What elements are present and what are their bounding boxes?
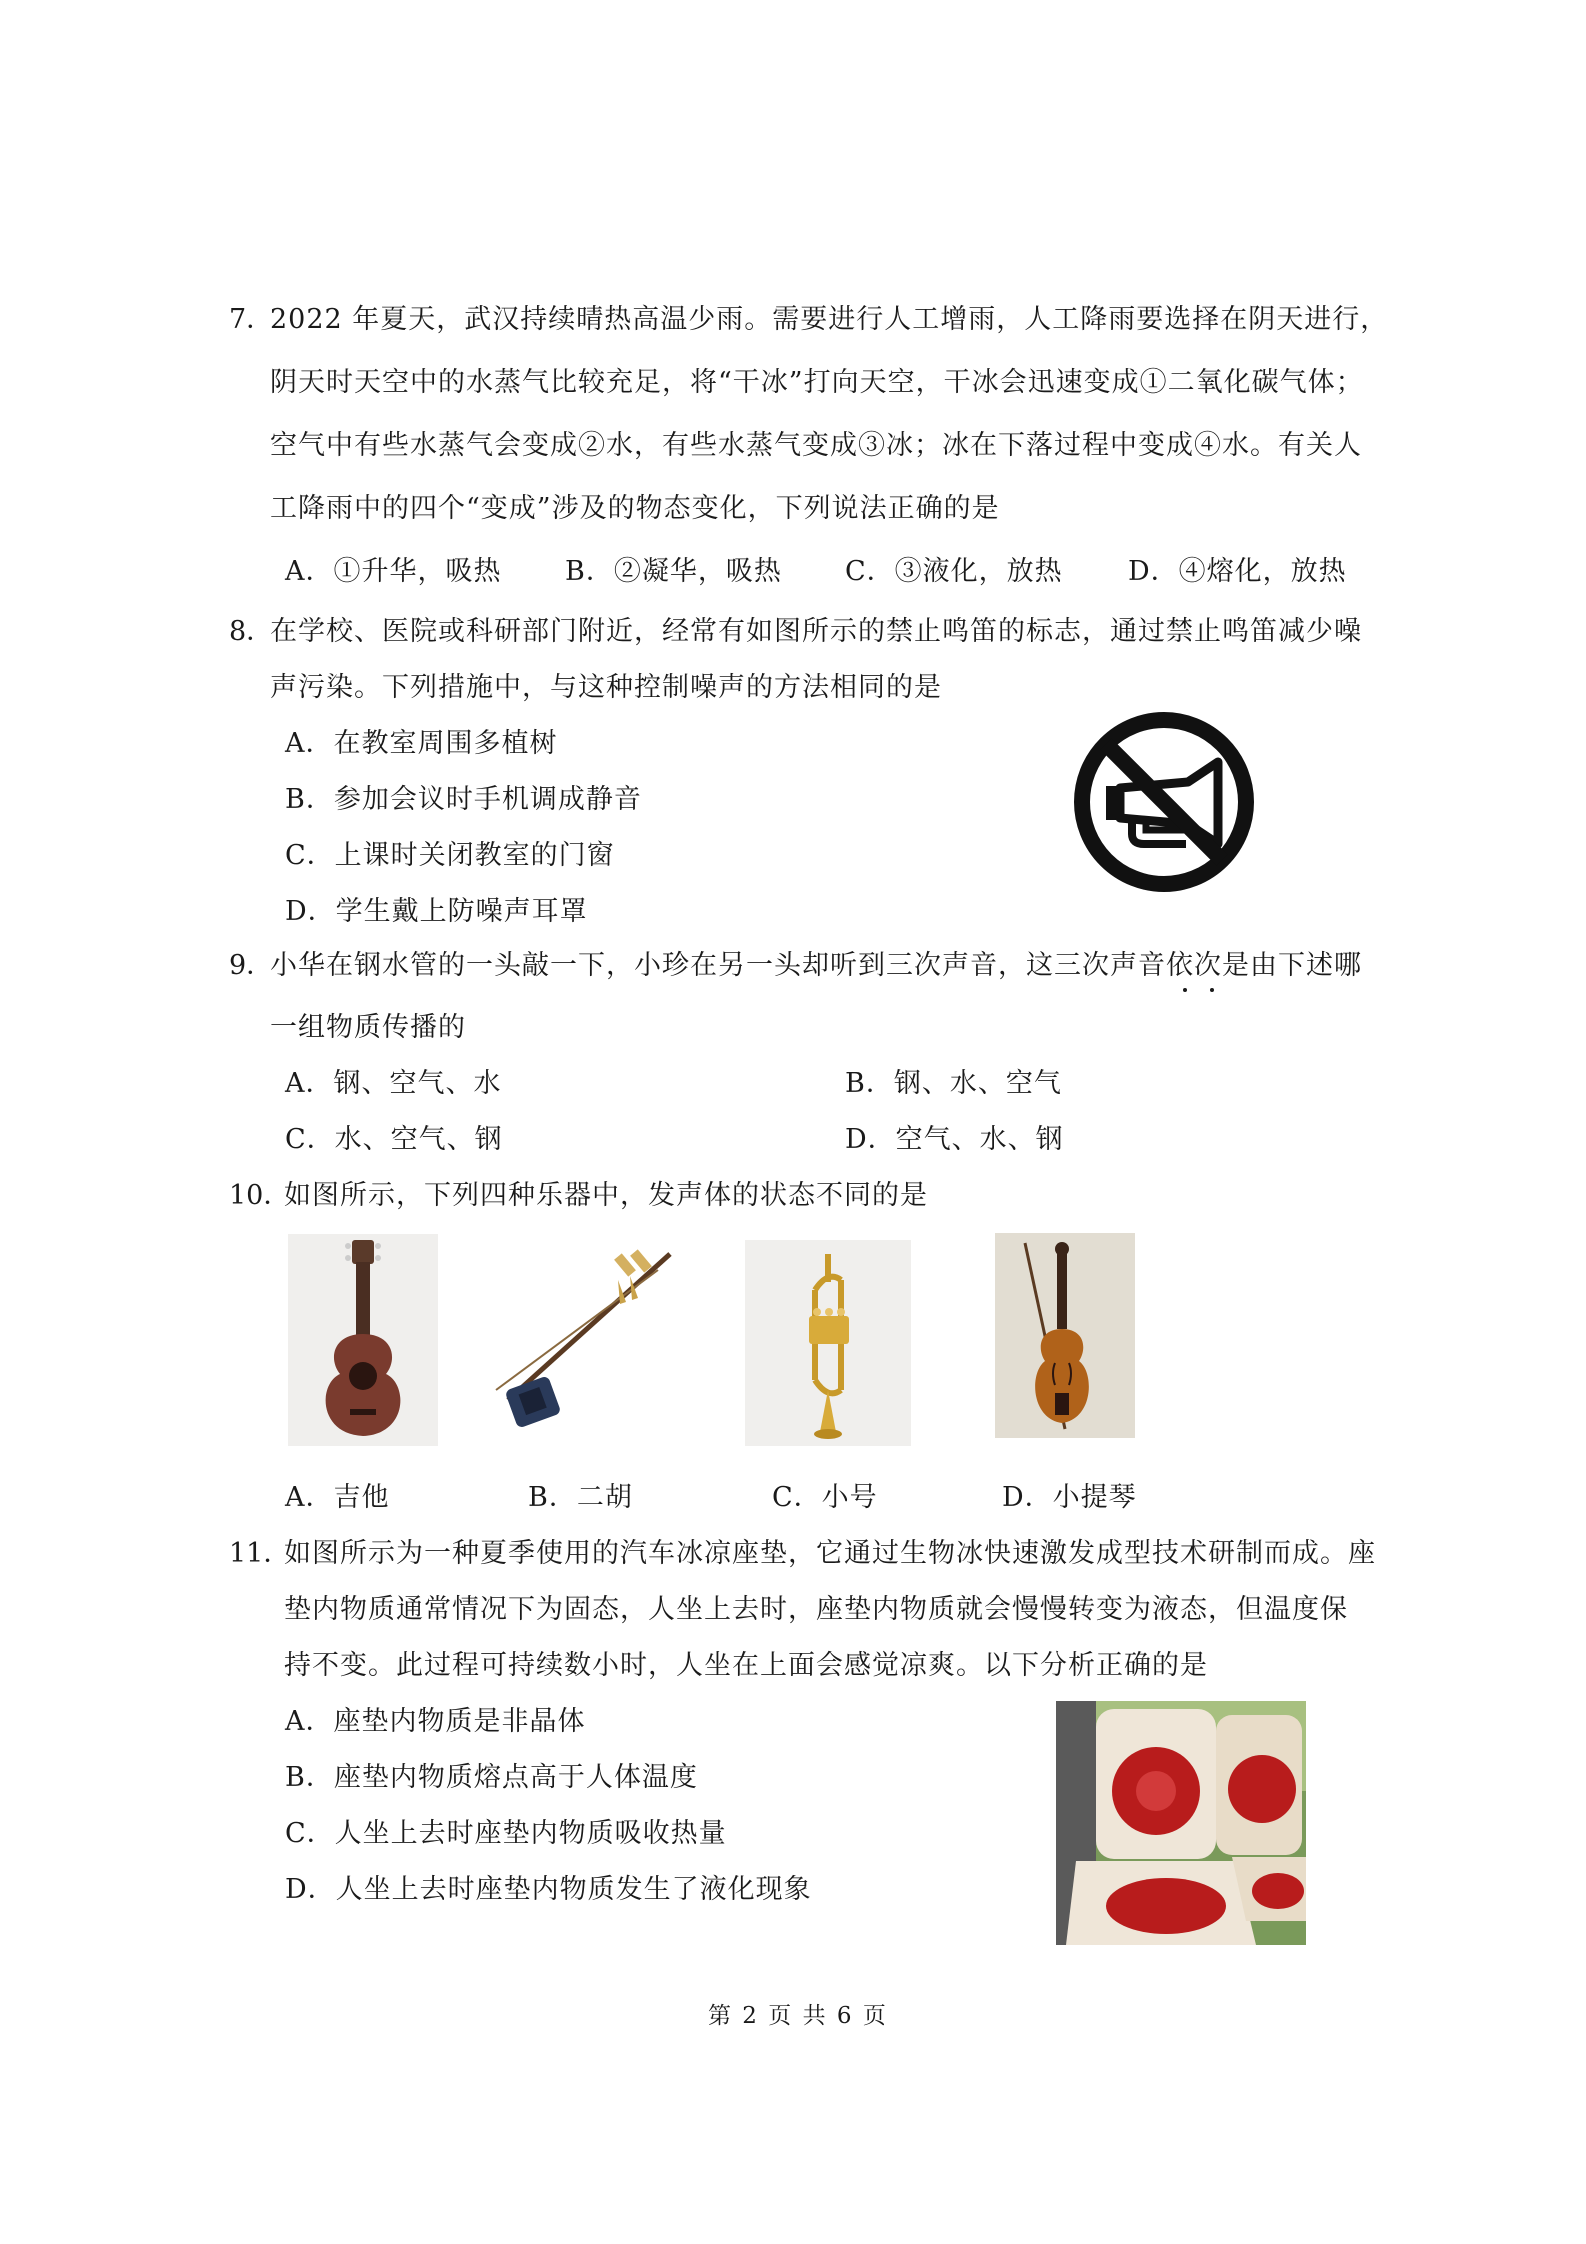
question-number: 11． <box>229 1538 291 1569</box>
option-a: A．钢、空气、水 <box>285 1068 502 1099</box>
question-number: 7． <box>229 304 274 335</box>
option-c: C．小号 <box>772 1482 878 1513</box>
trumpet-photo <box>745 1240 911 1446</box>
option-b: B．二胡 <box>528 1482 633 1513</box>
no-horn-sign-icon <box>1068 706 1260 898</box>
option-a: A．在教室周围多植树 <box>285 728 558 759</box>
question-text-line: 持不变。此过程可持续数小时，人坐在上面会感觉凉爽。以下分析正确的是 <box>284 1650 1208 1681</box>
question-text-line: 阴天时天空中的水蒸气比较充足，将“干冰”打向天空，干冰会迅速变成①二氧化碳气体； <box>270 367 1364 398</box>
erhu-photo <box>470 1240 690 1440</box>
option-d: D．人坐上去时座垫内物质发生了液化现象 <box>285 1874 812 1905</box>
question-text-line: 如图所示为一种夏季使用的汽车冰凉座垫，它通过生物冰快速激发成型技术研制而成。座 <box>284 1538 1376 1569</box>
violin-photo <box>995 1233 1135 1438</box>
question-text-line: 空气中有些水蒸气会变成②水，有些水蒸气变成③冰；冰在下落过程中变成④水。有关人 <box>270 430 1362 461</box>
question-text-line: 2022 年夏天，武汉持续晴热高温少雨。需要进行人工增雨，人工降雨要选择在阴天进行， <box>270 304 1389 335</box>
option-b: B．②凝华，吸热 <box>565 556 782 587</box>
option-d: D．学生戴上防噪声耳罩 <box>285 896 588 927</box>
option-c: C．水、空气、钢 <box>285 1124 503 1155</box>
option-c: C．上课时关闭教室的门窗 <box>285 840 615 871</box>
question-text-line: 一组物质传播的 <box>270 1012 466 1043</box>
option-b: B．参加会议时手机调成静音 <box>285 784 642 815</box>
option-d: D．④熔化，放热 <box>1128 556 1347 587</box>
emphasis-dot <box>1210 988 1214 992</box>
guitar-photo <box>288 1234 438 1446</box>
option-b: B．座垫内物质熔点高于人体温度 <box>285 1762 698 1793</box>
option-d: D．小提琴 <box>1002 1482 1137 1513</box>
question-number: 10． <box>229 1180 291 1211</box>
question-text-line: 在学校、医院或科研部门附近，经常有如图所示的禁止鸣笛的标志，通过禁止鸣笛减少噪 <box>270 616 1362 647</box>
option-c: C．人坐上去时座垫内物质吸收热量 <box>285 1818 727 1849</box>
option-b: B．钢、水、空气 <box>845 1068 1062 1099</box>
option-a: A．①升华，吸热 <box>285 556 502 587</box>
question-text-line: 工降雨中的四个“变成”涉及的物态变化，下列说法正确的是 <box>270 493 1000 524</box>
question-text-line: 小华在钢水管的一头敲一下，小珍在另一头却听到三次声音，这三次声音依次是由下述哪 <box>270 950 1362 981</box>
option-c: C．③液化，放热 <box>845 556 1063 587</box>
question-text-line: 声污染。下列措施中，与这种控制噪声的方法相同的是 <box>270 672 942 703</box>
option-a: A．吉他 <box>285 1482 390 1513</box>
question-text-line: 如图所示，下列四种乐器中，发声体的状态不同的是 <box>284 1180 928 1211</box>
question-text-line: 垫内物质通常情况下为固态，人坐上去时，座垫内物质就会慢慢转变为液态，但温度保 <box>284 1594 1348 1625</box>
option-a: A．座垫内物质是非晶体 <box>285 1706 586 1737</box>
car-seat-cushion-photo <box>1056 1701 1306 1945</box>
option-d: D．空气、水、钢 <box>845 1124 1064 1155</box>
question-number: 8． <box>229 616 274 647</box>
question-number: 9． <box>229 950 274 981</box>
emphasis-dot <box>1183 988 1187 992</box>
page-footer: 第 2 页 共 6 页 <box>708 2003 888 2029</box>
